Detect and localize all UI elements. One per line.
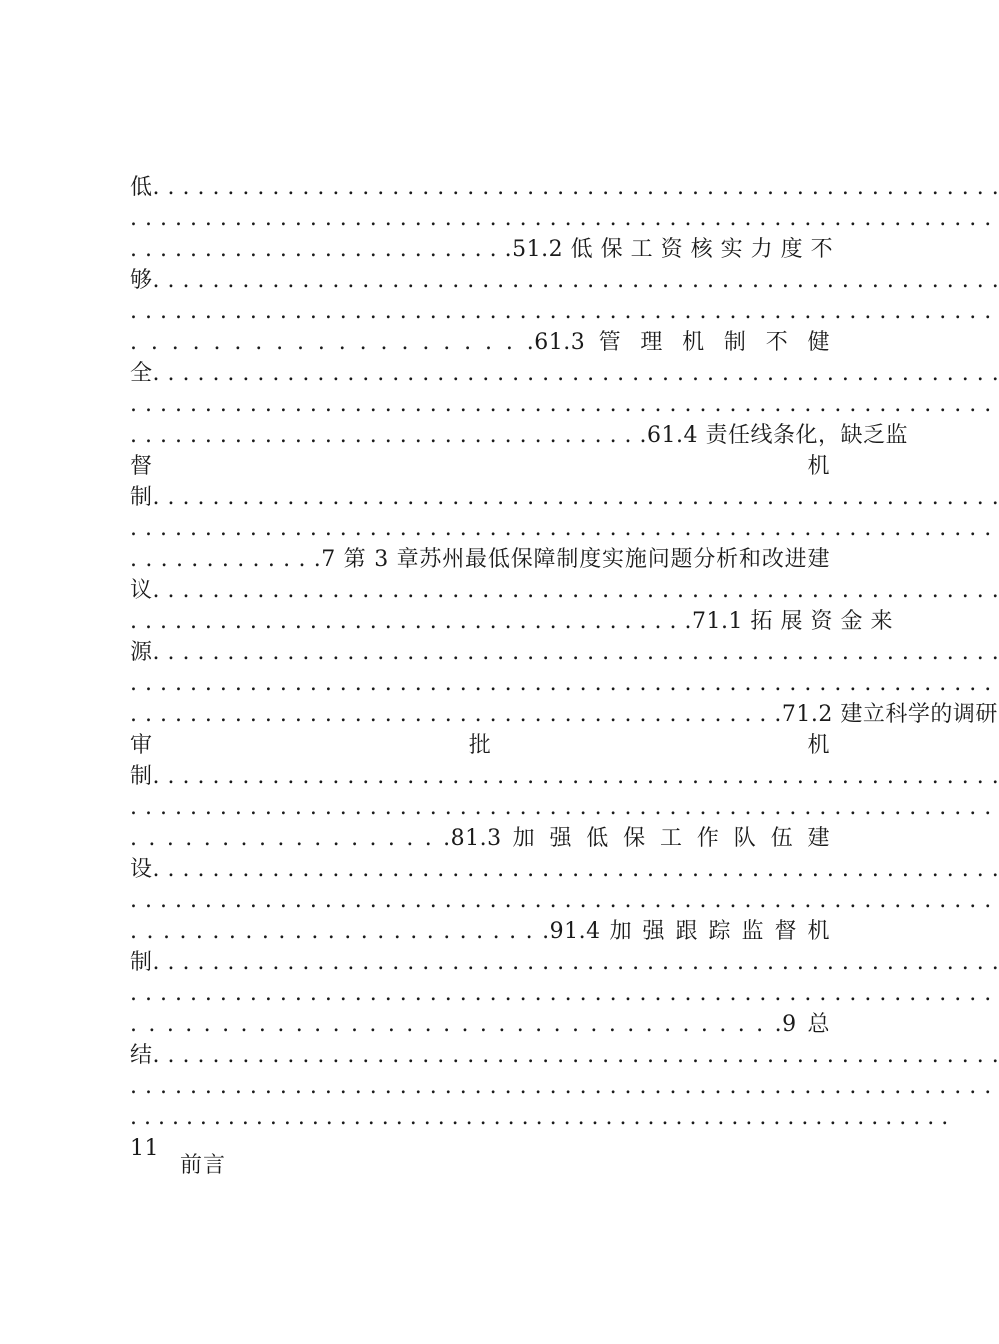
toc-line: 制. . . . . . . . . . . . . . . . . . . . . . . . . . . . . . . . . . . . . . . . . . . . . . . . . . . . . . . . .	[130, 485, 999, 510]
toc-line: 审 批 机	[130, 733, 830, 758]
toc-body	[130, 172, 999, 1164]
toc-line: . . . . . . . . . . . . . . . . . . . . . . . . . . . . . . . . . . . . . . . . . . . . . . . . . . . . . . . . . .	[130, 516, 992, 541]
toc-line: 全. . . . . . . . . . . . . . . . . . . . . . . . . . . . . . . . . . . . . . . . . . . . . . . . . . . . . . . . .	[130, 361, 999, 386]
toc-entry-1-4-b[interactable]: . . . . . . . . . . . . . . . . . . . . . . . . . .91.4 加 强 跟 踪 监 督 机	[130, 919, 830, 944]
toc-line: . . . . . . . . . . . . . . . . . . . . . . . . . . . . . . . . . . . . . . . . . . . . . . . . . . . . . . . . . .	[130, 671, 992, 696]
toc-line: 议. . . . . . . . . . . . . . . . . . . . . . . . . . . . . . . . . . . . . . . . . . . . . . . . . . . . . . . . .	[130, 578, 999, 603]
toc-line: . . . . . . . . . . . . . . . . . . . . . . . . . . . . . . . . . . . . . . . . . . . . . . . . . . . . . . . . . .	[130, 981, 992, 1006]
toc-entry-1-3-b[interactable]: . . . . . . . . . . . . . . . . . .81.3 加 强 低 保 工 作 队 伍 建	[130, 826, 830, 851]
toc-line: 低. . . . . . . . . . . . . . . . . . . . . . . . . . . . . . . . . . . . . . . . . . . . . . . . . . . . . . . . .	[130, 175, 999, 200]
toc-page-number: 11	[130, 1136, 159, 1161]
toc-entry-1-3[interactable]: . . . . . . . . . . . . . . . . . . . .61.3 管 理 机 制 不 健	[130, 330, 830, 355]
toc-line: 源. . . . . . . . . . . . . . . . . . . . . . . . . . . . . . . . . . . . . . . . . . . . . . . . . . . . . . . . .	[130, 640, 999, 665]
toc-entry-1-4[interactable]: . . . . . . . . . . . . . . . . . . . . . . . . . . . . . . . . . . .61.4 责任线条化，缺乏监	[130, 423, 909, 448]
toc-line: . . . . . . . . . . . . . . . . . . . . . . . . . . . . . . . . . . . . . . . . . . . . . . . . . . . . . . . . . .	[130, 392, 992, 417]
toc-line: . . . . . . . . . . . . . . . . . . . . . . . . . . . . . . . . . . . . . . . . . . . . . . . . . . . . . . . . . .	[130, 299, 992, 324]
toc-line: . . . . . . . . . . . . . . . . . . . . . . . . . . . . . . . . . . . . . . . . . . . . . . . . . . . . . . . . . .	[130, 1074, 992, 1099]
toc-line: 设. . . . . . . . . . . . . . . . . . . . . . . . . . . . . . . . . . . . . . . . . . . . . . . . . . . . . . . . .	[130, 857, 999, 882]
toc-line: . . . . . . . . . . . . . . . . . . . . . . . . . . . . . . . . . . . . . . . . . . . . . . . . . . . . . . . . . .	[130, 888, 992, 913]
toc-entry-chapter-3[interactable]: . . . . . . . . . . . . .7 第 3 章苏州最低保障制度实施问题分析和改进建	[130, 547, 830, 572]
toc-entry-1-2-b[interactable]: . . . . . . . . . . . . . . . . . . . . . . . . . . . . . . . . . . . . . . . . . . . .71.2 建立科学的调研	[130, 702, 998, 727]
toc-line: . . . . . . . . . . . . . . . . . . . . . . . . . . . . . . . . . . . . . . . . . . . . . . . . . . . . . . . . . . .	[130, 1105, 949, 1130]
toc-line: 结. . . . . . . . . . . . . . . . . . . . . . . . . . . . . . . . . . . . . . . . . . . . . . . . . . . . . . . . .	[130, 1043, 999, 1068]
toc-entry-1-1[interactable]: . . . . . . . . . . . . . . . . . . . . . . . . . . . . . . . . . . . . . .71.1 拓 展 资 金 来	[130, 609, 893, 634]
toc-line: . . . . . . . . . . . . . . . . . . . . . . . . . . . . . . . . . . . . . . . . . . . . . . . . . . . . . . . . . .	[130, 795, 992, 820]
toc-line: 制. . . . . . . . . . . . . . . . . . . . . . . . . . . . . . . . . . . . . . . . . . . . . . . . . . . . . . . . .	[130, 950, 999, 975]
toc-line: 督 机	[130, 454, 830, 479]
toc-line: 够. . . . . . . . . . . . . . . . . . . . . . . . . . . . . . . . . . . . . . . . . . . . . . . . . . . . . . . . .	[130, 268, 999, 293]
preface-heading: 前言	[180, 1153, 227, 1178]
toc-line: . . . . . . . . . . . . . . . . . . . . . . . . . . . . . . . . . . . . . . . . . . . . . . . . . . . . . . . . . .	[130, 206, 992, 231]
toc-entry-summary[interactable]: . . . . . . . . . . . . . . . . . . . . . . . . . . . . . . . . . . . .9 总	[130, 1012, 830, 1037]
toc-line: 制. . . . . . . . . . . . . . . . . . . . . . . . . . . . . . . . . . . . . . . . . . . . . . . . . . . . . . . . .	[130, 764, 999, 789]
toc-entry-1-2[interactable]: . . . . . . . . . . . . . . . . . . . . . . . . . .51.2 低 保 工 资 核 实 力 度 不	[130, 237, 834, 262]
